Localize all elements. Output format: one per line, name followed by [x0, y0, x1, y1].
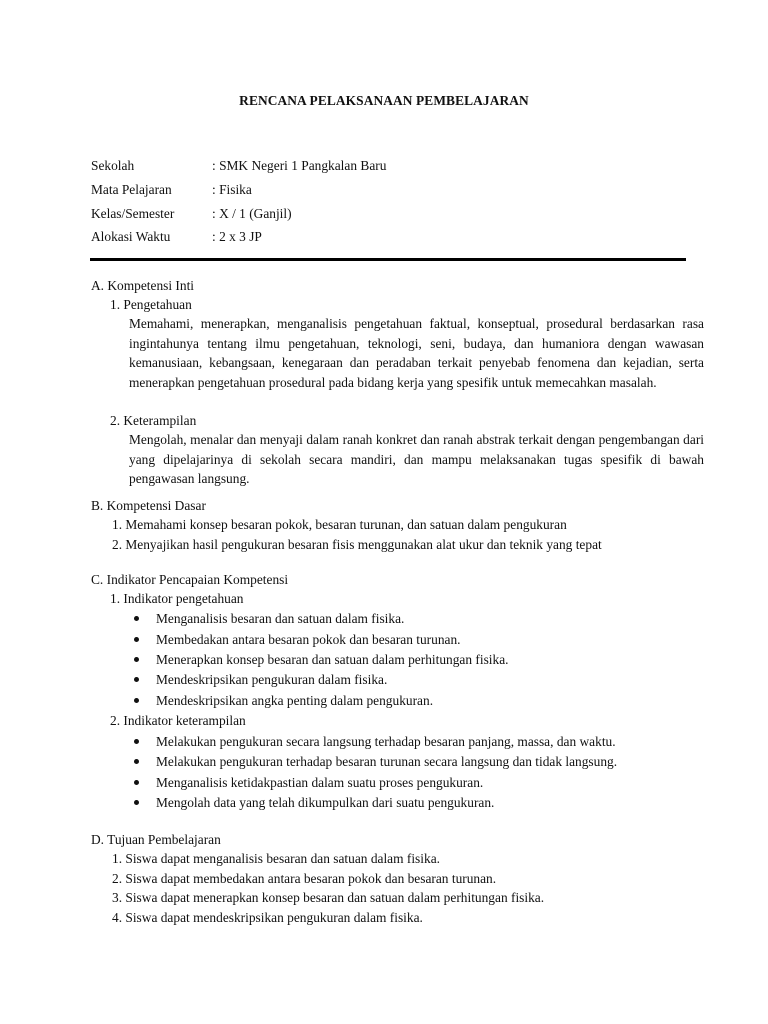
list-item: 1. Siswa dapat menganalisis besaran dan satuan dalam fisika.	[112, 851, 440, 866]
list-item: 3. Siswa dapat menerapkan konsep besaran dan satuan dalam perhitungan fisika.	[112, 890, 545, 905]
bullet-icon	[134, 698, 139, 703]
bullet-icon	[134, 739, 139, 744]
bullet-icon	[134, 759, 139, 764]
identity-value: : 2 x 3 JP	[212, 229, 262, 244]
identity-label: Kelas/Semester	[91, 206, 175, 221]
bullet-item: Mendeskripsikan angka penting dalam pengukuran.	[156, 693, 434, 708]
bullet-icon	[134, 657, 139, 662]
bullet-item: Menganalisis besaran dan satuan dalam fisika.	[156, 611, 405, 626]
bullet-item: Membedakan antara besaran pokok dan besaran turunan.	[156, 632, 461, 647]
bullet-item: Menganalisis ketidakpastian dalam suatu proses pengukuran.	[156, 775, 484, 790]
identity-label: Alokasi Waktu	[91, 229, 171, 244]
subsection-label-keterampilan: 2. Keterampilan	[110, 413, 197, 428]
identity-label: Sekolah	[91, 158, 135, 173]
bullet-icon	[134, 800, 139, 805]
document-title: RENCANA PELAKSANAAN PEMBELAJARAN	[239, 93, 529, 108]
bullet-item: Mendeskripsikan pengukuran dalam fisika.	[156, 672, 388, 687]
paragraph-pengetahuan: Memahami, menerapkan, menganalisis pengetahuan faktual, konseptual, prosedural berdasarkan rasa ingintahunya tentang ilmu pengetahuan, teknologi, seni, budaya, dan humaniora dengan wawasan kemanusiaan, kebangsaan, kenegaraan dan peradaban terkait penyebab fenomena dan kejadian, serta menerapkan pengetahuan prosedural pada bidang kerja yang spesifik untuk memecahkan masalah.	[129, 316, 704, 391]
section-heading-indikator: C. Indikator Pencapaian Kompetensi	[91, 572, 289, 587]
bullet-icon	[134, 616, 139, 621]
bullet-item: Menerapkan konsep besaran dan satuan dalam perhitungan fisika.	[156, 652, 509, 667]
bullet-item: Melakukan pengukuran terhadap besaran turunan secara langsung dan tidak langsung.	[156, 754, 618, 769]
bullet-icon	[134, 780, 139, 785]
section-heading-kompetensi-dasar: B. Kompetensi Dasar	[91, 498, 206, 513]
subsection-label-indikator-pengetahuan: 1. Indikator pengetahuan	[110, 591, 244, 606]
list-item: 4. Siswa dapat mendeskripsikan pengukuran dalam fisika.	[112, 910, 423, 925]
section-heading-kompetensi-inti: A. Kompetensi Inti	[91, 278, 195, 293]
bullet-item: Melakukan pengukuran secara langsung terhadap besaran panjang, massa, dan waktu.	[156, 734, 616, 749]
subsection-label-indikator-keterampilan: 2. Indikator keterampilan	[110, 713, 246, 728]
identity-value: : X / 1 (Ganjil)	[212, 206, 292, 221]
list-item: 2. Siswa dapat membedakan antara besaran pokok dan besaran turunan.	[112, 871, 497, 886]
bullet-item: Mengolah data yang telah dikumpulkan dari suatu pengukuran.	[156, 795, 495, 810]
header-divider	[90, 258, 686, 261]
bullet-icon	[134, 637, 139, 642]
bullet-icon	[134, 677, 139, 682]
list-item: 2. Menyajikan hasil pengukuran besaran fisis menggunakan alat ukur dan teknik yang tepat	[112, 537, 602, 552]
identity-label: Mata Pelajaran	[91, 182, 172, 197]
list-item: 1. Memahami konsep besaran pokok, besaran turunan, dan satuan dalam pengukuran	[112, 517, 567, 532]
identity-value: : Fisika	[212, 182, 252, 197]
identity-value: : SMK Negeri 1 Pangkalan Baru	[212, 158, 387, 173]
subsection-label-pengetahuan: 1. Pengetahuan	[110, 297, 192, 312]
section-heading-tujuan: D. Tujuan Pembelajaran	[91, 832, 221, 847]
paragraph-keterampilan: Mengolah, menalar dan menyaji dalam ranah konkret dan ranah abstrak terkait dengan pengembangan dari yang dipelajarinya di sekolah secara mandiri, dan mampu melaksanakan tugas spesifik di bawah pengawasan langsung.	[129, 432, 704, 487]
